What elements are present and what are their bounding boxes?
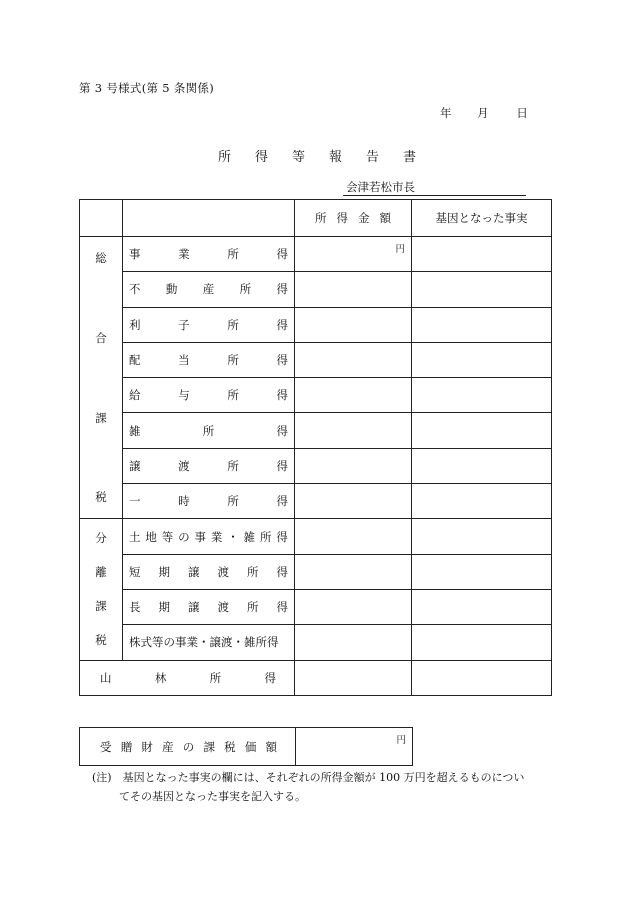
- fact-cell[interactable]: [412, 660, 552, 695]
- income-item-land-business: 土 地 等 の 事 業 ・ 雑 所 得: [123, 519, 295, 554]
- amount-cell[interactable]: [295, 625, 412, 660]
- amount-cell[interactable]: [295, 448, 412, 483]
- title-char: 得: [255, 150, 269, 165]
- title-char: 所: [218, 150, 232, 165]
- table-row: [80, 484, 552, 519]
- header-amount: [295, 200, 412, 237]
- header-char: 額: [379, 211, 391, 225]
- fact-cell[interactable]: [412, 519, 552, 554]
- title-char: 報: [329, 150, 343, 165]
- table-row: [80, 413, 552, 448]
- amount-cell[interactable]: [295, 660, 412, 695]
- category-char: 税: [95, 633, 107, 648]
- income-item-forest: 山 林 所 得: [80, 660, 295, 695]
- table-row: [80, 342, 552, 377]
- gift-property-table: [79, 727, 413, 766]
- fact-cell[interactable]: [412, 413, 552, 448]
- gift-taxable-value-label: 受 贈 財 産 の 課 税 価 額: [80, 728, 296, 766]
- category-char: 総: [95, 251, 107, 266]
- amount-cell[interactable]: [295, 378, 412, 413]
- fact-cell[interactable]: [412, 484, 552, 519]
- table-row: [80, 728, 413, 766]
- category-char: 課: [95, 410, 107, 425]
- table-row: [80, 307, 552, 342]
- note-line-2: てその基因となった事実を記入する。: [119, 790, 306, 803]
- table-row: [80, 272, 552, 307]
- income-item-real-estate: 不 動 産 所 得: [123, 272, 295, 307]
- category-char: 離: [95, 565, 107, 580]
- header-char: 金: [358, 211, 370, 225]
- separate-taxation-category: [80, 519, 123, 660]
- income-item-salary: 給 与 所 得: [123, 378, 295, 413]
- income-item-long-term-transfer: 長 期 譲 渡 所 得: [123, 589, 295, 624]
- header-fact: 基因となった事実: [412, 200, 552, 237]
- fact-cell[interactable]: [412, 554, 552, 589]
- header-blank-1: [80, 200, 123, 237]
- income-item-interest: 利 子 所 得: [123, 307, 295, 342]
- table-header-row: [80, 200, 552, 237]
- table-row: [80, 625, 552, 660]
- income-item-stocks: 株式等の事業・譲渡・雑所得: [123, 625, 295, 660]
- yen-unit: 円: [395, 244, 405, 255]
- document-title: [218, 146, 440, 165]
- fact-cell[interactable]: [412, 448, 552, 483]
- title-char: 告: [366, 150, 380, 165]
- amount-cell[interactable]: [295, 272, 412, 307]
- income-item-short-term-transfer: 短 期 譲 渡 所 得: [123, 554, 295, 589]
- income-report-table: [79, 199, 552, 696]
- date-month: 月: [477, 106, 489, 120]
- table-row: [80, 378, 552, 413]
- form-number: 第 3 号様式(第 5 条関係): [79, 81, 215, 95]
- table-row: [80, 448, 552, 483]
- income-item-dividend: 配 当 所 得: [123, 342, 295, 377]
- date-line: [440, 105, 528, 121]
- title-char: 書: [403, 150, 417, 165]
- general-taxation-category: [80, 237, 123, 519]
- date-day: 日: [516, 106, 528, 120]
- income-item-transfer: 譲 渡 所 得: [123, 448, 295, 483]
- amount-cell[interactable]: [295, 342, 412, 377]
- title-char: 等: [292, 150, 306, 165]
- category-char: 課: [95, 599, 107, 614]
- fact-cell[interactable]: [412, 342, 552, 377]
- note: [92, 768, 562, 806]
- category-char: 分: [95, 531, 107, 546]
- date-year: 年: [440, 106, 452, 120]
- category-char: 税: [95, 490, 107, 505]
- category-char: 合: [95, 330, 107, 345]
- income-item-occasional: 一 時 所 得: [123, 484, 295, 519]
- fact-cell[interactable]: [412, 625, 552, 660]
- table-row: [80, 660, 552, 695]
- amount-cell[interactable]: [295, 589, 412, 624]
- gift-amount-cell[interactable]: [296, 728, 413, 766]
- header-blank-2: [123, 200, 295, 237]
- table-row: [80, 519, 552, 554]
- income-item-miscellaneous: 雑 所 得: [123, 413, 295, 448]
- amount-cell[interactable]: [295, 519, 412, 554]
- fact-cell[interactable]: [412, 378, 552, 413]
- amount-cell[interactable]: [295, 413, 412, 448]
- header-char: 得: [336, 211, 348, 225]
- fact-cell[interactable]: [412, 272, 552, 307]
- amount-cell[interactable]: [295, 484, 412, 519]
- yen-unit: 円: [396, 735, 406, 746]
- amount-cell[interactable]: [295, 554, 412, 589]
- table-row: [80, 237, 552, 272]
- income-item-business: 事 業 所 得: [123, 237, 295, 272]
- fact-cell[interactable]: [412, 307, 552, 342]
- addressee: 会津若松市長: [343, 180, 526, 196]
- header-char: 所: [315, 211, 327, 225]
- table-row: [80, 554, 552, 589]
- table-row: [80, 589, 552, 624]
- fact-cell[interactable]: [412, 237, 552, 272]
- amount-cell[interactable]: [295, 237, 412, 272]
- amount-cell[interactable]: [295, 307, 412, 342]
- note-line-1: (注) 基因となった事実の欄には、それぞれの所得金額が 100 万円を超えるものについ: [92, 771, 525, 784]
- fact-cell[interactable]: [412, 589, 552, 624]
